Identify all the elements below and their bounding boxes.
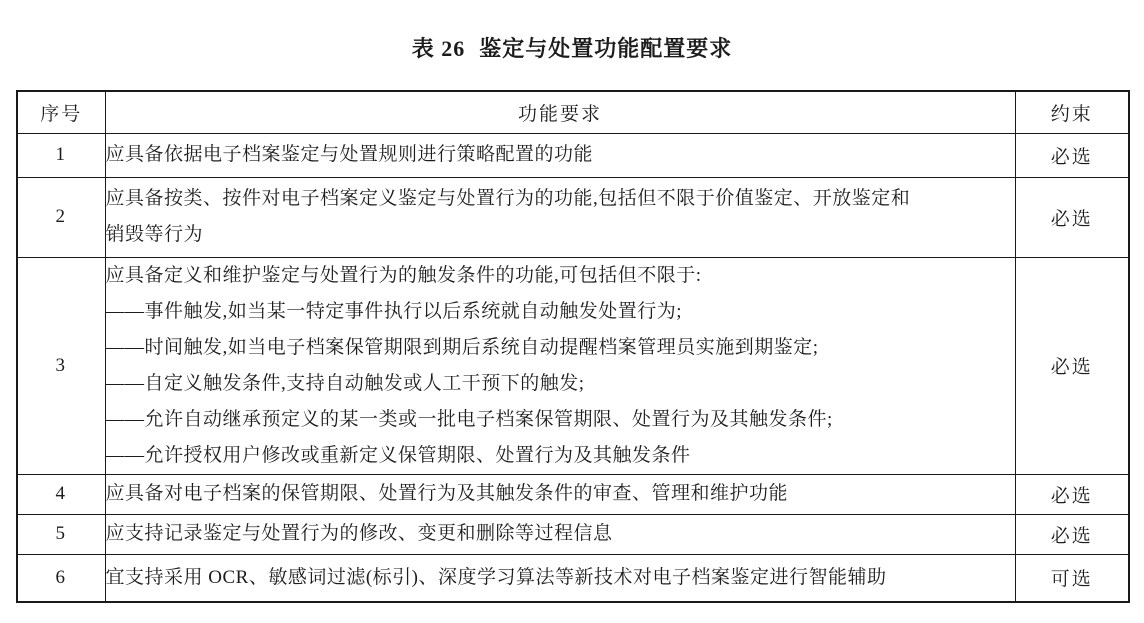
table-row bbox=[17, 514, 1129, 554]
table-row bbox=[17, 257, 1129, 474]
requirements-table bbox=[16, 90, 1130, 603]
requirement-line: 应支持记录鉴定与处置行为的修改、变更和删除等过程信息 bbox=[105, 523, 613, 544]
requirement-line: ——事件触发,如当某一特定事件执行以后系统就自动触发处置行为; bbox=[105, 300, 683, 322]
row-requirement bbox=[105, 554, 1015, 602]
row-constraint: 必选 bbox=[1015, 133, 1129, 177]
table-caption-number: 表 26 bbox=[411, 36, 466, 61]
table-row bbox=[17, 474, 1129, 514]
table-row bbox=[17, 177, 1129, 257]
row-no: 3 bbox=[17, 257, 105, 474]
row-requirement bbox=[105, 257, 1015, 474]
table-row bbox=[17, 133, 1129, 177]
row-requirement bbox=[105, 177, 1015, 257]
col-header-constraint: 约束 bbox=[1015, 91, 1129, 133]
row-no: 4 bbox=[17, 474, 105, 514]
table-body bbox=[17, 133, 1129, 602]
row-constraint: 必选 bbox=[1015, 177, 1129, 257]
requirement-line: 应具备定义和维护鉴定与处置行为的触发条件的功能,可包括但不限于: bbox=[105, 264, 702, 286]
row-requirement bbox=[105, 474, 1015, 514]
requirement-line: ——自定义触发条件,支持自动触发或人工干预下的触发; bbox=[105, 372, 585, 394]
requirement-line: ——允许授权用户修改或重新定义保管期限、处置行为及其触发条件 bbox=[105, 444, 691, 466]
row-requirement bbox=[105, 133, 1015, 177]
table-caption-title: 鉴定与处置功能配置要求 bbox=[479, 36, 733, 61]
table-caption bbox=[0, 0, 1144, 63]
requirement-line: 应具备按类、按件对电子档案定义鉴定与处置行为的功能,包括但不限于价值鉴定、开放鉴定和 bbox=[105, 188, 911, 209]
header-row bbox=[17, 91, 1129, 133]
row-constraint: 可选 bbox=[1015, 554, 1129, 602]
row-no: 5 bbox=[17, 514, 105, 554]
row-constraint: 必选 bbox=[1015, 514, 1129, 554]
requirement-line: 应具备对电子档案的保管期限、处置行为及其触发条件的审查、管理和维护功能 bbox=[105, 483, 789, 504]
requirement-line: ——允许自动继承预定义的某一类或一批电子档案保管期限、处置行为及其触发条件; bbox=[105, 408, 833, 430]
requirement-line: 应具备依据电子档案鉴定与处置规则进行策略配置的功能 bbox=[105, 144, 594, 165]
requirement-line: 销毁等行为 bbox=[105, 224, 204, 245]
col-header-requirement: 功能要求 bbox=[105, 91, 1015, 133]
row-no: 1 bbox=[17, 133, 105, 177]
row-constraint: 必选 bbox=[1015, 257, 1129, 474]
col-header-no: 序号 bbox=[17, 91, 105, 133]
row-no: 6 bbox=[17, 554, 105, 602]
requirement-line: 宜支持采用 OCR、敏感词过滤(标引)、深度学习算法等新技术对电子档案鉴定进行智能辅助 bbox=[105, 566, 887, 588]
row-no: 2 bbox=[17, 177, 105, 257]
requirement-line: ——时间触发,如当电子档案保管期限到期后系统自动提醒档案管理员实施到期鉴定; bbox=[105, 336, 819, 358]
row-constraint: 必选 bbox=[1015, 474, 1129, 514]
row-requirement bbox=[105, 514, 1015, 554]
table-row bbox=[17, 554, 1129, 602]
